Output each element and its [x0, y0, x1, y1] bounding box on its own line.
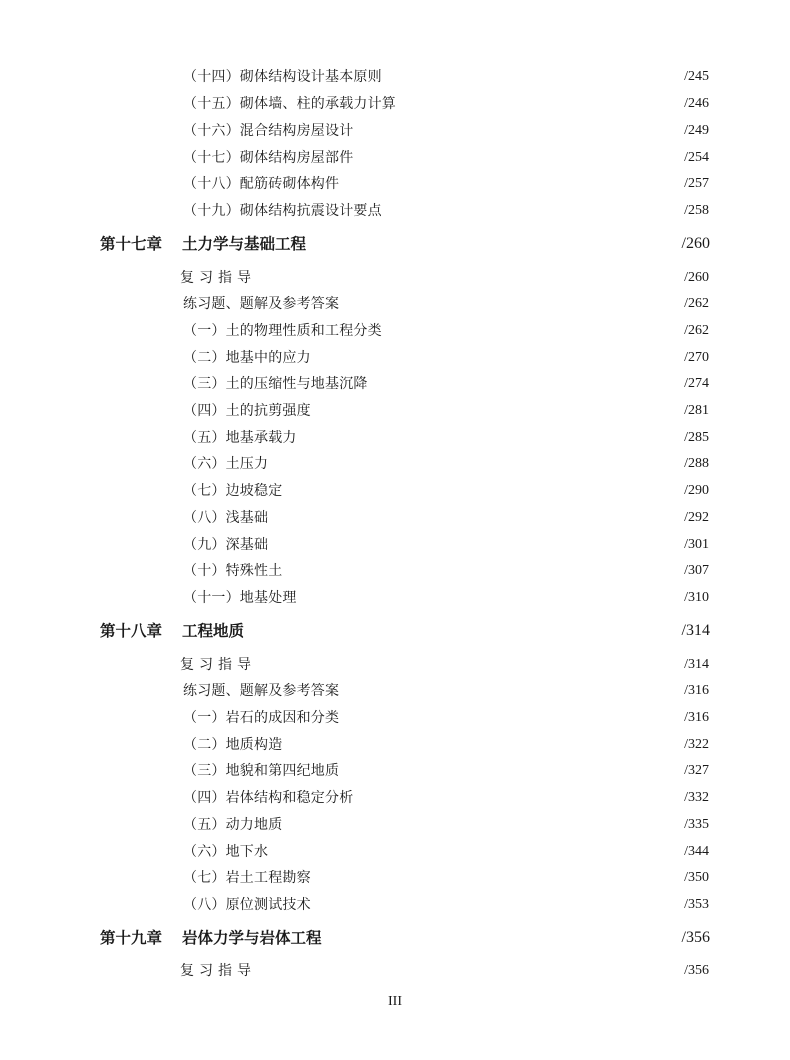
toc-review-entry [0, 653, 790, 677]
toc-entry-title: （十一）地基处理 [183, 590, 297, 606]
toc-entry-title: （八）浅基础 [183, 510, 269, 526]
toc-entry-page: /292 [684, 510, 709, 525]
toc-entry-page: /353 [684, 897, 709, 912]
toc-entry-page: /254 [684, 150, 709, 165]
toc-section-entry [0, 706, 790, 730]
toc-entry-title: 练习题、题解及参考答案 [183, 296, 340, 312]
toc-entry-page: /314 [684, 657, 709, 672]
toc-review-entry [0, 266, 790, 290]
toc-section-entry [0, 172, 790, 196]
toc-entry-title: （二）地基中的应力 [183, 350, 311, 366]
chapter-title: 岩体力学与岩体工程 [182, 929, 322, 947]
toc-entry-title: （九）深基础 [183, 537, 269, 553]
toc-entry-page: /260 [681, 235, 710, 252]
toc-section-entry [0, 893, 790, 917]
toc-entry-title: （一）岩石的成因和分类 [183, 710, 340, 726]
toc-entry-title: （四）岩体结构和稳定分析 [183, 790, 354, 806]
toc-section-entry [0, 759, 790, 783]
toc-entry-page: /260 [684, 270, 709, 285]
toc-entry-title: （七）边坡稳定 [183, 483, 283, 499]
toc-entry-title [100, 926, 322, 950]
toc-entry-page: /327 [684, 763, 709, 778]
toc-entry-page: /257 [684, 176, 709, 191]
chapter-number: 第十七章 [100, 235, 163, 253]
toc-entry-page: /270 [684, 350, 709, 365]
toc-section-entry [0, 679, 790, 703]
toc-entry-title: （七）岩土工程勘察 [183, 870, 311, 886]
toc-entry-title: 复习指导 [180, 270, 256, 286]
toc-entry-page: /350 [684, 870, 709, 885]
toc-entry-title: （四）土的抗剪强度 [183, 403, 311, 419]
toc-entry-page: /344 [684, 844, 709, 859]
toc-entry-title [100, 619, 244, 643]
toc-entry-page: /245 [684, 69, 709, 84]
page-number: III [388, 994, 402, 1009]
toc-entry-page: /262 [684, 323, 709, 338]
toc-entry-page: /274 [684, 376, 709, 391]
toc-entry-page: /281 [684, 403, 709, 418]
toc-entry-page: /249 [684, 123, 709, 138]
toc-entry-page: /332 [684, 790, 709, 805]
toc-section-entry [0, 586, 790, 610]
toc-section-entry [0, 92, 790, 116]
toc-entry-page: /262 [684, 296, 709, 311]
toc-entry-page: /285 [684, 430, 709, 445]
toc-section-entry [0, 292, 790, 316]
toc-section-entry [0, 346, 790, 370]
toc-entry-page: /258 [684, 203, 709, 218]
toc-section-entry [0, 399, 790, 423]
toc-entry-title: （十八）配筋砖砌体构件 [183, 176, 340, 192]
chapter-number: 第十九章 [100, 929, 163, 947]
toc-entry-title: （一）土的物理性质和工程分类 [183, 323, 382, 339]
toc-entry-title: （五）地基承载力 [183, 430, 297, 446]
toc-section-entry [0, 65, 790, 89]
toc-entry-page: /322 [684, 737, 709, 752]
toc-review-entry [0, 959, 790, 983]
toc-entry-page: /290 [684, 483, 709, 498]
toc-entry-title: （八）原位测试技术 [183, 897, 311, 913]
toc-section-entry [0, 733, 790, 757]
toc-entry-page: /310 [684, 590, 709, 605]
toc-entry-title: （十九）砌体结构抗震设计要点 [183, 203, 382, 219]
toc-section-entry [0, 199, 790, 223]
toc-section-entry [0, 506, 790, 530]
toc-entry-page: /246 [684, 96, 709, 111]
toc-section-entry [0, 452, 790, 476]
toc-section-entry [0, 786, 790, 810]
toc-section-entry [0, 119, 790, 143]
toc-chapter-entry [0, 619, 790, 643]
toc-entry-page: /316 [684, 710, 709, 725]
toc-section-entry [0, 319, 790, 343]
toc-section-entry [0, 372, 790, 396]
toc-entry-title: （十七）砌体结构房屋部件 [183, 150, 354, 166]
toc-entry-page: /301 [684, 537, 709, 552]
toc-entry-title: （六）地下水 [183, 844, 269, 860]
toc-entry-title: （十）特殊性土 [183, 563, 283, 579]
toc-entry-title: （二）地质构造 [183, 737, 283, 753]
toc-section-entry [0, 479, 790, 503]
toc-entry-title: （三）土的压缩性与地基沉降 [183, 376, 368, 392]
toc-entry-title: 复习指导 [180, 963, 256, 979]
toc-entry-page: /307 [684, 563, 709, 578]
toc-entry-page: /335 [684, 817, 709, 832]
toc-entry-title [100, 232, 306, 256]
toc-section-entry [0, 559, 790, 583]
toc-entry-page: /314 [681, 622, 710, 639]
toc-section-entry [0, 866, 790, 890]
toc-section-entry [0, 146, 790, 170]
toc-entry-title: （十五）砌体墙、柱的承载力计算 [183, 96, 396, 112]
toc-entry-title: 练习题、题解及参考答案 [183, 683, 340, 699]
toc-entry-title: （六）土压力 [183, 456, 269, 472]
toc-entry-page: /316 [684, 683, 709, 698]
toc-entry-page: /356 [684, 963, 709, 978]
toc-entry-title: （五）动力地质 [183, 817, 283, 833]
toc-entry-title: （三）地貌和第四纪地质 [183, 763, 340, 779]
toc-entry-title: 复习指导 [180, 657, 256, 673]
chapter-title: 工程地质 [182, 622, 245, 640]
toc-chapter-entry [0, 926, 790, 950]
toc-entry-page: /288 [684, 456, 709, 471]
toc-entry-page: /356 [681, 929, 710, 946]
toc-chapter-entry [0, 232, 790, 256]
toc-entry-title: （十六）混合结构房屋设计 [183, 123, 354, 139]
toc-entry-title: （十四）砌体结构设计基本原则 [183, 69, 382, 85]
toc-section-entry [0, 813, 790, 837]
chapter-number: 第十八章 [100, 622, 163, 640]
chapter-title: 土力学与基础工程 [182, 235, 307, 253]
toc-section-entry [0, 426, 790, 450]
toc-section-entry [0, 533, 790, 557]
toc-section-entry [0, 840, 790, 864]
